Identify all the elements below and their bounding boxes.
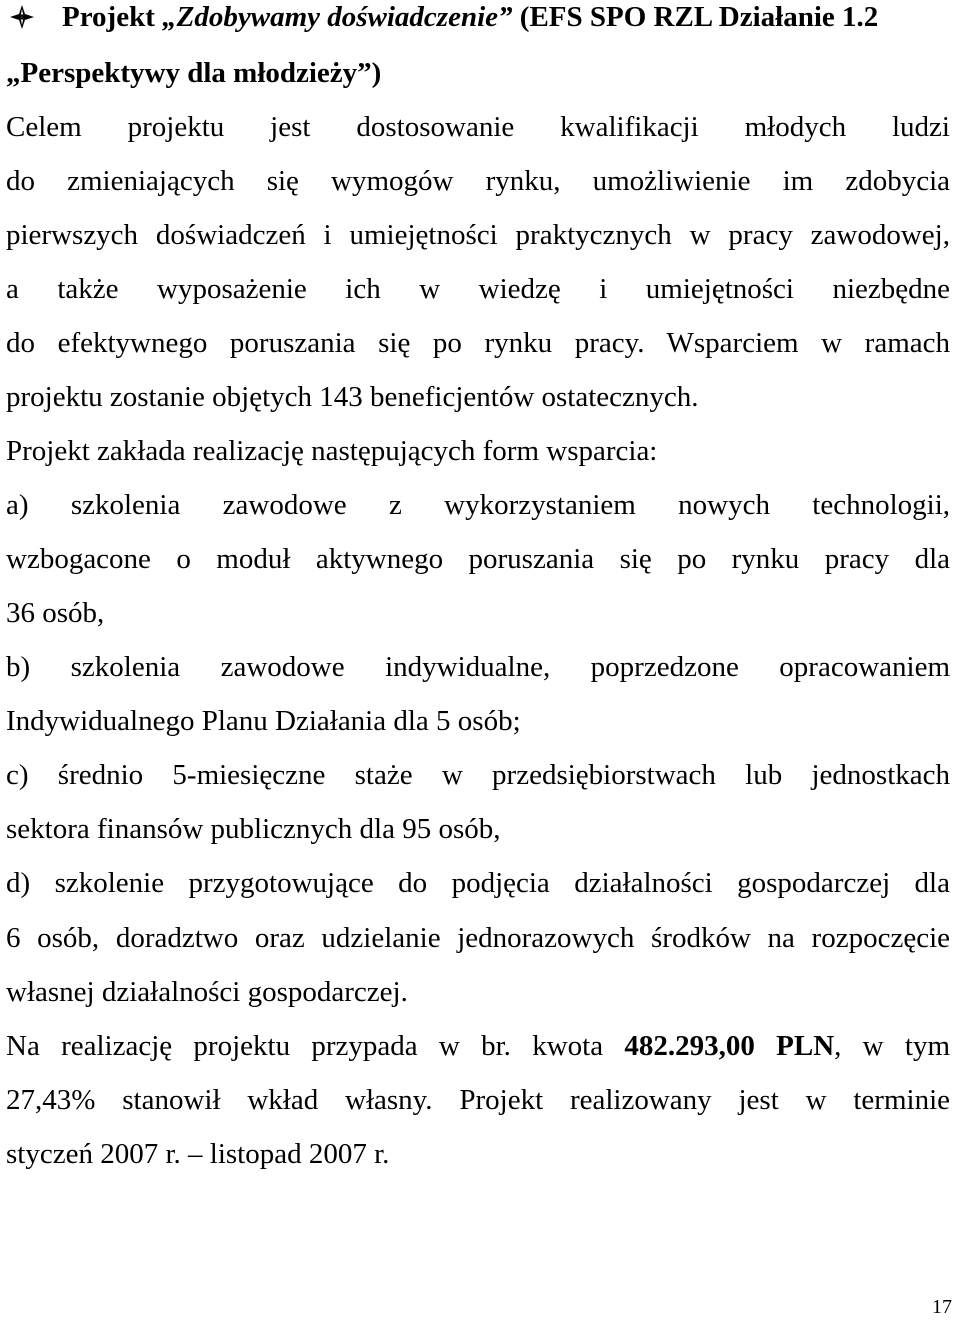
list-item-c-line: c) średnio 5-miesięczne staże w przedsiębiorstwach lub jednostkach [6,759,950,791]
body-line: do zmieniających się wymogów rynku, umożliwienie im zdobycia [6,165,950,197]
funding-line-2: 27,43% stanowił wkład własny. Projekt realizowany jest w terminie [6,1084,950,1116]
body-line: pierwszych doświadczeń i umiejętności praktycznych w pracy zawodowej, [6,219,950,251]
list-item-d-line: własnej działalności gospodarczej. [6,976,408,1008]
body-line: Projekt zakłada realizację następujących form wsparcia: [6,435,658,467]
body-line: a także wyposażenie ich w wiedzę i umiejętności niezbędne [6,273,950,305]
funding-prefix: Na realizację projektu przypada w br. kwota [6,1030,625,1062]
funding-amount: 482.293,00 PLN [624,1030,835,1062]
project-title: „Zdobywamy doświadczenie” [162,1,513,33]
list-item-d-line: d) szkolenie przygotowujące do podjęcia działalności gospodarczej dla [6,867,950,899]
heading-line-2: „Perspektywy dla młodzieży”) [6,57,382,89]
funding-suffix: , w tym [834,1030,951,1062]
funding-line-1 [6,1029,950,1063]
list-item-a-line: a) szkolenia zawodowe z wykorzystaniem nowych technologii, [6,489,950,521]
list-item-a-line: wzbogacone o moduł aktywnego poruszania się po rynku pracy dla [6,543,950,575]
heading-line-1 [62,0,950,34]
body-line: Celem projektu jest dostosowanie kwalifikacji młodych ludzi [6,111,950,143]
heading-suffix: (EFS SPO RZL Działanie 1.2 [512,1,879,33]
body-line: do efektywnego poruszania się po rynku pracy. Wsparciem w ramach [6,327,950,359]
funding-line-3: styczeń 2007 r. – listopad 2007 r. [6,1138,390,1170]
body-line: projektu zostanie objętych 143 beneficjentów ostatecznych. [6,381,699,413]
page-number: 17 [932,1296,952,1318]
list-item-a-line: 36 osób, [6,597,105,629]
list-item-c-line: sektora finansów publicznych dla 95 osób, [6,813,501,845]
list-item-d-line: 6 osób, doradztwo oraz udzielanie jednorazowych środków na rozpoczęcie [6,922,950,954]
list-item-b-line: Indywidualnego Planu Działania dla 5 osób; [6,705,521,737]
diamond-bullet-icon [6,4,38,30]
list-item-b-line: b) szkolenia zawodowe indywidualne, poprzedzone opracowaniem [6,651,950,683]
heading-prefix: Projekt [62,1,163,33]
